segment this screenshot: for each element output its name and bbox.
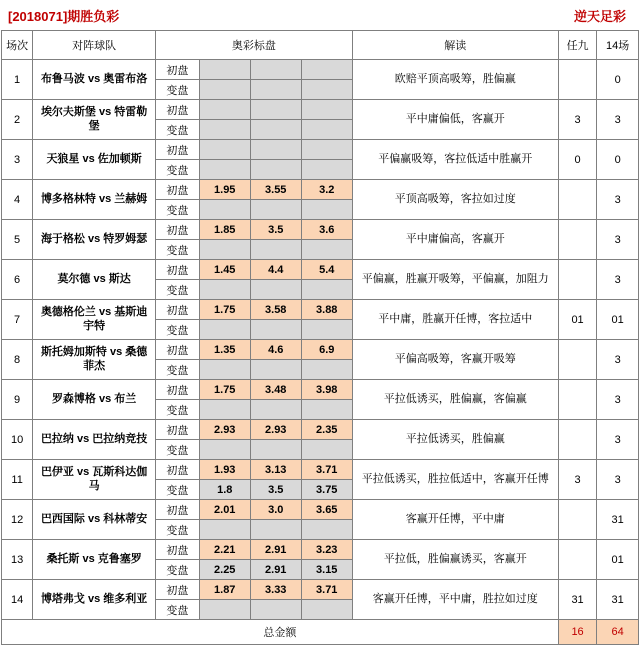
row-number: 12 [2, 500, 33, 540]
change-odds-value: 3.75 [301, 480, 352, 500]
analysis-text: 平偏赢，胜赢开吸筹，平偏赢，加阻力 [352, 260, 558, 300]
open-odds-value: 3.55 [250, 180, 301, 200]
open-odds-value [301, 100, 352, 120]
match-name[interactable] [33, 460, 156, 500]
open-odds-value: 6.9 [301, 340, 352, 360]
open-odds-value: 3.23 [301, 540, 352, 560]
change-odds-value [301, 600, 352, 620]
total-r14: 64 [597, 620, 639, 645]
change-odds-value [199, 280, 250, 300]
open-odds-value: 3.2 [301, 180, 352, 200]
open-odds-value: 5.4 [301, 260, 352, 280]
pick-r14: 01 [597, 300, 639, 340]
pick-r14: 3 [597, 100, 639, 140]
match-name[interactable] [33, 60, 156, 100]
open-odds-value [301, 60, 352, 80]
change-odds-value: 2.25 [199, 560, 250, 580]
row-number: 14 [2, 580, 33, 620]
open-odds-value: 3.88 [301, 300, 352, 320]
open-odds-value: 1.75 [199, 300, 250, 320]
open-odds-value: 2.93 [250, 420, 301, 440]
open-odds-label: 初盘 [156, 300, 200, 320]
pick-r9 [558, 260, 597, 300]
match-name-label: 博多格林特 vs 兰赫姆 [40, 192, 148, 205]
match-name-label: 埃尔夫斯堡 vs 特雷勒堡 [40, 105, 148, 132]
change-odds-value [199, 320, 250, 340]
open-odds-value [199, 140, 250, 160]
table-foot [2, 620, 639, 645]
table-row [2, 420, 639, 440]
open-odds-value: 3.48 [250, 380, 301, 400]
open-odds-value: 3.6 [301, 220, 352, 240]
table-row [2, 60, 639, 80]
analysis-text: 平拉低诱买，胜偏赢，客偏赢 [352, 380, 558, 420]
open-odds-label: 初盘 [156, 380, 200, 400]
table-row [2, 460, 639, 480]
row-number: 10 [2, 420, 33, 460]
pick-r9: 3 [558, 100, 597, 140]
change-odds-value [301, 120, 352, 140]
analysis-text: 平拉低诱买，胜拉低适中，客赢开任博 [352, 460, 558, 500]
pick-r14: 3 [597, 380, 639, 420]
change-odds-value [199, 200, 250, 220]
row-number: 5 [2, 220, 33, 260]
change-odds-value: 2.91 [250, 560, 301, 580]
analysis-text: 平顶高吸筹，客拉如过度 [352, 180, 558, 220]
col-header-r9: 任九 [558, 31, 597, 60]
pick-r9 [558, 380, 597, 420]
total-r9: 16 [558, 620, 597, 645]
open-odds-label: 初盘 [156, 260, 200, 280]
change-odds-label: 变盘 [156, 360, 200, 380]
change-odds-label: 变盘 [156, 240, 200, 260]
open-odds-value: 2.93 [199, 420, 250, 440]
open-odds-value: 1.45 [199, 260, 250, 280]
change-odds-label: 变盘 [156, 160, 200, 180]
table-body [2, 60, 639, 620]
pick-r9 [558, 220, 597, 260]
col-header-read: 解读 [352, 31, 558, 60]
pick-r9 [558, 180, 597, 220]
change-odds-label: 变盘 [156, 400, 200, 420]
change-odds-value [199, 120, 250, 140]
open-odds-label: 初盘 [156, 580, 200, 600]
open-odds-value [301, 140, 352, 160]
row-number: 9 [2, 380, 33, 420]
open-odds-label: 初盘 [156, 420, 200, 440]
table-row [2, 540, 639, 560]
table-row [2, 340, 639, 360]
change-odds-label: 变盘 [156, 480, 200, 500]
change-odds-label: 变盘 [156, 80, 200, 100]
pick-r9: 3 [558, 460, 597, 500]
change-odds-value [250, 440, 301, 460]
analysis-text: 平中庸，胜赢开任博，客拉适中 [352, 300, 558, 340]
pick-r9 [558, 340, 597, 380]
open-odds-value: 3.98 [301, 380, 352, 400]
change-odds-value [301, 280, 352, 300]
open-odds-value: 3.58 [250, 300, 301, 320]
open-odds-value: 3.71 [301, 460, 352, 480]
change-odds-value [250, 280, 301, 300]
change-odds-value [199, 80, 250, 100]
brand-title: 逆天足彩 [573, 8, 626, 24]
change-odds-value [199, 440, 250, 460]
open-odds-value: 3.71 [301, 580, 352, 600]
change-odds-value [301, 240, 352, 260]
pick-r14: 3 [597, 220, 639, 260]
change-odds-label: 变盘 [156, 120, 200, 140]
match-name[interactable] [33, 500, 156, 540]
change-odds-label: 变盘 [156, 440, 200, 460]
change-odds-value [199, 400, 250, 420]
change-odds-value [199, 520, 250, 540]
col-header-r14: 14场 [597, 31, 639, 60]
match-name-label: 海于格松 vs 特罗姆瑟 [40, 232, 148, 245]
match-name-label: 莫尔德 vs 斯达 [57, 272, 131, 285]
open-odds-label: 初盘 [156, 180, 200, 200]
open-odds-value [199, 60, 250, 80]
pick-r14: 31 [597, 500, 639, 540]
open-odds-value: 1.85 [199, 220, 250, 240]
analysis-text: 欧赔平顶高吸筹，胜偏赢 [352, 60, 558, 100]
open-odds-label: 初盘 [156, 340, 200, 360]
change-odds-value [250, 160, 301, 180]
pick-r9 [558, 540, 597, 580]
total-label: 总金额 [2, 620, 559, 645]
match-name-label: 巴西国际 vs 科林蒂安 [40, 512, 148, 525]
change-odds-value [250, 600, 301, 620]
analysis-text: 平拉低，胜偏赢诱买，客赢开 [352, 540, 558, 580]
open-odds-value: 3.5 [250, 220, 301, 240]
pick-r14: 3 [597, 260, 639, 300]
change-odds-value [199, 240, 250, 260]
pick-r14: 01 [597, 540, 639, 580]
change-odds-value [301, 200, 352, 220]
match-name[interactable] [33, 100, 156, 140]
change-odds-value: 3.15 [301, 560, 352, 580]
row-number: 8 [2, 340, 33, 380]
open-odds-value: 1.87 [199, 580, 250, 600]
open-odds-value: 1.93 [199, 460, 250, 480]
analysis-text: 平偏赢吸筹，客拉低适中胜赢开 [352, 140, 558, 180]
lottery-table [1, 30, 639, 645]
match-name[interactable] [33, 220, 156, 260]
analysis-text: 平拉低诱买，胜偏赢 [352, 420, 558, 460]
row-number: 1 [2, 60, 33, 100]
change-odds-value [301, 160, 352, 180]
change-odds-value [250, 520, 301, 540]
total-row [2, 620, 639, 645]
table-head [2, 31, 639, 60]
match-name[interactable] [33, 380, 156, 420]
change-odds-value [250, 320, 301, 340]
pick-r14: 3 [597, 340, 639, 380]
page-title: [2018071]期胜负彩 [8, 8, 120, 24]
change-odds-value [250, 200, 301, 220]
open-odds-label: 初盘 [156, 500, 200, 520]
analysis-text: 平中庸偏高，客赢开 [352, 220, 558, 260]
row-number: 6 [2, 260, 33, 300]
col-header-match: 对阵球队 [33, 31, 156, 60]
match-name[interactable] [33, 140, 156, 180]
pick-r14: 0 [597, 60, 639, 100]
row-number: 2 [2, 100, 33, 140]
col-header-odds: 奥彩标盘 [156, 31, 353, 60]
row-number: 3 [2, 140, 33, 180]
open-odds-value: 3.33 [250, 580, 301, 600]
match-name-label: 巴伊亚 vs 瓦斯科达伽马 [40, 465, 148, 492]
pick-r9: 0 [558, 140, 597, 180]
table-row [2, 140, 639, 160]
open-odds-value: 1.95 [199, 180, 250, 200]
match-name-label: 斯托姆加斯特 vs 桑德菲杰 [40, 345, 148, 372]
table-row [2, 220, 639, 240]
table-row [2, 380, 639, 400]
match-name-label: 罗森博格 vs 布兰 [51, 392, 137, 405]
row-number: 4 [2, 180, 33, 220]
table-header-row [2, 31, 639, 60]
match-name-label: 天狼星 vs 佐加顿斯 [46, 152, 142, 165]
open-odds-value [250, 100, 301, 120]
analysis-text: 客赢开任博，平中庸 [352, 500, 558, 540]
match-name[interactable] [33, 580, 156, 620]
open-odds-value: 2.91 [250, 540, 301, 560]
open-odds-label: 初盘 [156, 540, 200, 560]
open-odds-label: 初盘 [156, 60, 200, 80]
open-odds-value: 4.4 [250, 260, 301, 280]
open-odds-label: 初盘 [156, 140, 200, 160]
pick-r9: 31 [558, 580, 597, 620]
open-odds-value: 1.35 [199, 340, 250, 360]
table-row [2, 180, 639, 200]
change-odds-label: 变盘 [156, 280, 200, 300]
open-odds-value: 2.21 [199, 540, 250, 560]
match-name-label: 博塔弗戈 vs 维多利亚 [40, 592, 148, 605]
match-name-label: 布鲁马波 vs 奥雷布洛 [40, 72, 148, 85]
table-row [2, 500, 639, 520]
change-odds-label: 变盘 [156, 520, 200, 540]
open-odds-value: 2.35 [301, 420, 352, 440]
open-odds-label: 初盘 [156, 460, 200, 480]
table-row [2, 580, 639, 600]
match-name[interactable] [33, 300, 156, 340]
analysis-text: 客赢开任博，平中庸，胜拉如过度 [352, 580, 558, 620]
table-row [2, 260, 639, 280]
pick-r9 [558, 500, 597, 540]
change-odds-value [301, 520, 352, 540]
change-odds-value [199, 600, 250, 620]
change-odds-label: 变盘 [156, 200, 200, 220]
pick-r14: 3 [597, 180, 639, 220]
change-odds-value [301, 360, 352, 380]
change-odds-value: 1.8 [199, 480, 250, 500]
change-odds-value [301, 320, 352, 340]
col-header-no: 场次 [2, 31, 33, 60]
change-odds-value [301, 440, 352, 460]
pick-r9 [558, 420, 597, 460]
change-odds-value [250, 240, 301, 260]
pick-r9 [558, 60, 597, 100]
change-odds-value: 3.5 [250, 480, 301, 500]
match-name-label: 桑托斯 vs 克鲁塞罗 [46, 552, 142, 565]
row-number: 7 [2, 300, 33, 340]
match-name[interactable] [33, 340, 156, 380]
change-odds-value [199, 160, 250, 180]
table-row [2, 100, 639, 120]
change-odds-value [301, 80, 352, 100]
analysis-text: 平偏高吸筹，客赢开吸筹 [352, 340, 558, 380]
match-name[interactable] [33, 260, 156, 300]
open-odds-label: 初盘 [156, 220, 200, 240]
change-odds-label: 变盘 [156, 600, 200, 620]
table-row [2, 300, 639, 320]
open-odds-value: 3.0 [250, 500, 301, 520]
change-odds-label: 变盘 [156, 560, 200, 580]
open-odds-value: 3.13 [250, 460, 301, 480]
match-name[interactable] [33, 180, 156, 220]
change-odds-value [199, 360, 250, 380]
pick-r14: 3 [597, 420, 639, 460]
row-number: 11 [2, 460, 33, 500]
open-odds-value [199, 100, 250, 120]
change-odds-value [250, 80, 301, 100]
change-odds-value [301, 400, 352, 420]
open-odds-value [250, 140, 301, 160]
row-number: 13 [2, 540, 33, 580]
match-name-label: 奥德格伦兰 vs 基斯迪宇特 [40, 305, 148, 332]
change-odds-value [250, 400, 301, 420]
change-odds-value [250, 360, 301, 380]
pick-r14: 0 [597, 140, 639, 180]
pick-r14: 3 [597, 460, 639, 500]
match-name[interactable] [33, 540, 156, 580]
open-odds-value: 2.01 [199, 500, 250, 520]
open-odds-value: 1.75 [199, 380, 250, 400]
match-name-label: 巴拉纳 vs 巴拉纳竞技 [40, 432, 148, 445]
change-odds-value [250, 120, 301, 140]
match-name[interactable] [33, 420, 156, 460]
title-bar [0, 0, 640, 30]
open-odds-label: 初盘 [156, 100, 200, 120]
change-odds-label: 变盘 [156, 320, 200, 340]
open-odds-value: 3.65 [301, 500, 352, 520]
analysis-text: 平中庸偏低，客赢开 [352, 100, 558, 140]
open-odds-value [250, 60, 301, 80]
pick-r14: 31 [597, 580, 639, 620]
pick-r9: 01 [558, 300, 597, 340]
open-odds-value: 4.6 [250, 340, 301, 360]
